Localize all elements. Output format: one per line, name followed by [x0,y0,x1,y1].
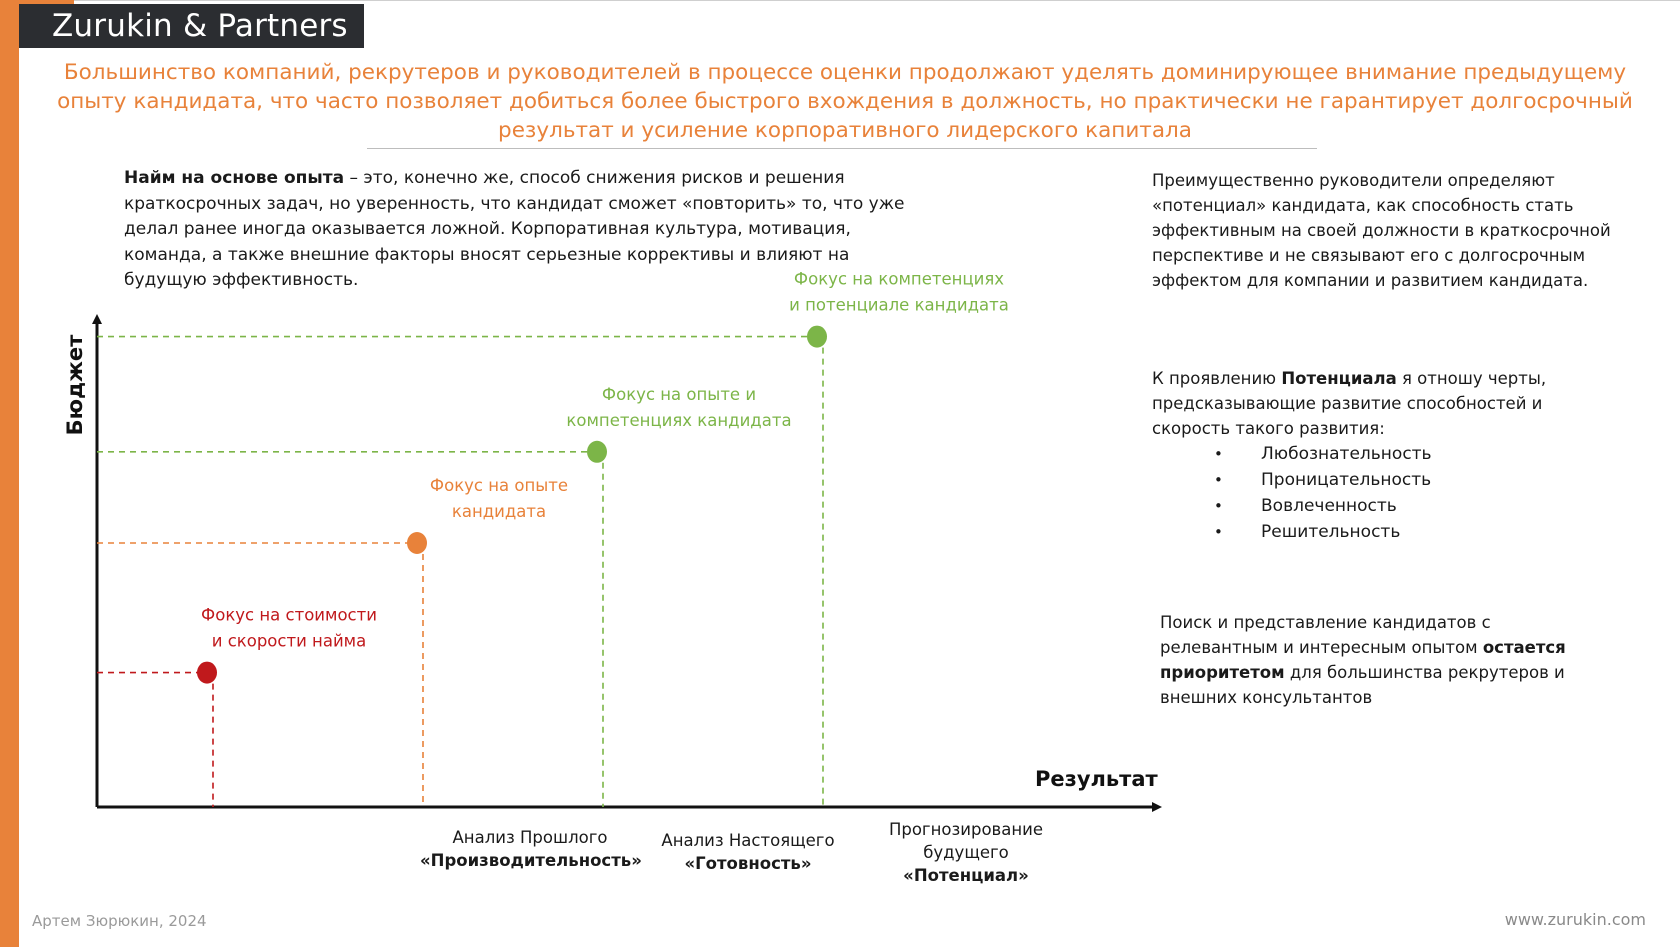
stage-present-subtitle: «Готовность» [684,854,812,873]
trait-item: • Решительность [1214,519,1432,545]
stage-future-title: Прогнозирование [888,820,1044,839]
p2-bold: Потенциала [1281,369,1397,388]
intro-text: – это, конечно же, способ снижения рисков и решения краткосрочных задач, но уверенность, что кандидат сможет «повторить» то, что уже делал ранее иногда оказывается ложной. Корпоративная культура, мотивация, команда, а также внешние факторы вносят серьезные коррективы и влияют на будущую эффективность. [124,168,905,290]
stage-past-subtitle: «Производительность» [420,851,642,870]
trait-item: • Проницательность [1214,467,1432,493]
point-label-line: кандидата [451,502,547,521]
stage-label-present [648,829,848,875]
data-point-1 [197,662,217,684]
point-label-line: Фокус на опыте [429,476,569,495]
stage-label-past [420,826,640,872]
data-point-3 [587,441,607,463]
p3-after: для большинства рекрутеров и внешних консультантов [1160,663,1565,707]
p2-before: К проявлению [1152,369,1282,388]
trait-item: • Вовлеченность [1214,493,1432,519]
point-label-1 [201,606,377,651]
point-label-line: и скорости найма [211,631,367,651]
stage-future-subtitle: «Потенциал» [903,866,1029,885]
point-label-3 [566,385,791,430]
point-label-4 [789,270,1009,315]
potential-definition: Преимущественно руководители определяют «потенциал» кандидата, как способность стать эффективным на своей должности в краткосрочной перспективе и не связывают его с долгосрочным эффектом для компании и развитием кандидата. [1152,171,1611,290]
x-axis-label: Результат [1035,767,1158,791]
p3-before: Поиск и представление кандидатов с релевантным и интересным опытом [1160,613,1491,657]
point-label-line: компетенциях кандидата [566,410,792,430]
intro-bold: Найм на основе опыта [124,168,345,188]
point-label-line: Фокус на стоимости [201,605,377,625]
point-label-line: Фокус на опыте и [601,384,757,404]
stage-present-title: Анализ Настоящего [661,831,835,850]
brand-name: Zurukin & Partners [52,8,348,44]
p3-bold: остается приоритетом [1160,638,1566,682]
footer-author: Артем Зюрюкин, 2024 [32,912,207,930]
footer-website: www.zurukin.com [1504,910,1646,929]
p2-after: я отношу черты, предсказывающие развитие способностей и скорость такого развития: [1152,369,1547,438]
stage-label-future [866,818,1066,887]
point-label-line: Фокус на компетенциях [793,269,1005,289]
points-layer [97,270,1009,807]
point-label-2 [430,476,568,521]
stage-past-title: Анализ Прошлого [452,828,608,847]
headline: Большинство компаний, рекрутеров и руководителей в процессе оценки продолжают уделять доминирующее внимание предыдущему опыту кандидата, что часто позволяет добиться более быстрого вхождения в должность, но практически не гарантирует долгосрочный результат и усиление корпоративного лидерского капитала [57,60,1633,143]
trait-item: • Любознательность [1214,441,1432,467]
data-point-2 [407,532,427,554]
stage-future-title2: будущего [923,843,1009,862]
data-point-4 [807,326,827,348]
y-axis-label: Бюджет [63,334,87,436]
point-label-line: и потенциале кандидата [789,295,1009,315]
